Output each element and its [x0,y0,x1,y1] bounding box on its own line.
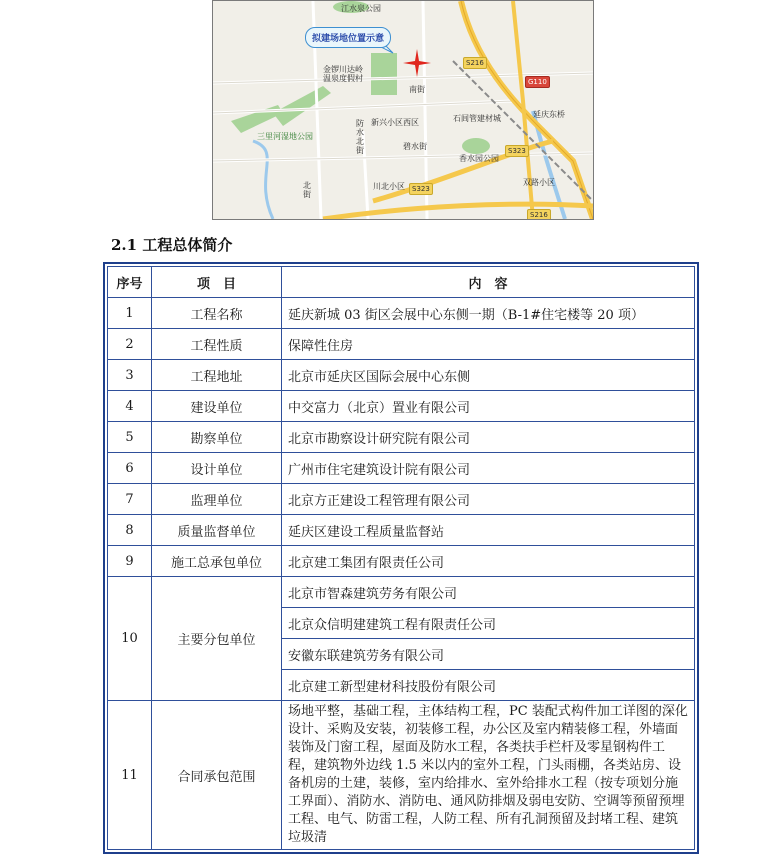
map-callout: 拟建场地位置示意 [305,27,391,48]
table-row [108,422,695,453]
row-content: 中交富力（北京）置业有限公司 [282,391,695,422]
row-content: 北京众信明建建筑工程有限责任公司 [282,608,695,639]
map-label: 金锣川达岭 温泉度假村 [323,65,363,83]
row-item: 工程性质 [152,329,282,360]
table-row [108,701,695,850]
table-row [108,453,695,484]
row-item: 监理单位 [152,484,282,515]
road-shield: S216 [463,57,487,69]
map-label: 双路小区 [523,178,555,187]
row-no: 7 [108,484,152,515]
row-content: 北京方正建设工程管理有限公司 [282,484,695,515]
row-item: 建设单位 [152,391,282,422]
row-content: 安徽东联建筑劳务有限公司 [282,639,695,670]
row-content: 北京市勘察设计研究院有限公司 [282,422,695,453]
map-label: 北 街 [303,181,311,199]
map-label: 香水园公园 [459,154,499,163]
table-row [108,577,695,608]
map-label: 碧水街 [403,142,427,151]
map-label: 川北小区 [373,182,405,191]
section-title: 2.1 工程总体简介 [111,236,233,254]
map-label: 新兴小区西区 [371,118,419,127]
row-no: 4 [108,391,152,422]
map-label: 石闾管建材城 [453,114,501,123]
overview-table [107,266,695,850]
row-content: 北京建工集团有限责任公司 [282,546,695,577]
location-map [212,0,594,220]
table-row [108,298,695,329]
table-header-row [108,267,695,298]
road-shield: S216 [527,209,551,220]
row-content: 北京市智森建筑劳务有限公司 [282,577,695,608]
row-content: 场地平整，基础工程，主体结构工程，PC 装配式构件加工详图的深化设计、采购及安装，初装修工程，办公区及室内精装修工程，外墙面装饰及门窗工程，屋面及防水工程，各类扶手栏杆及零星钢构件工程，建筑物外边线 1.5 米以内的室外工程，门头雨棚，各类站房、设备机房的土建，装修，室内给排水、室外给排水工程（按专项划分施工界面）、消防水、消防电、通风防排烟及弱电安防、空调等预留预埋工程、电气、防雷工程，人防工程、所有孔洞预留及封堵工程、建筑垃圾清 [282,701,695,850]
location-marker-icon [403,49,431,77]
road-shield: S323 [409,183,433,195]
row-no: 11 [108,701,152,850]
map-label: 防 水 北 街 [356,119,364,155]
row-content: 延庆新城 03 街区会展中心东侧一期（B-1#住宅楼等 20 项） [282,298,695,329]
road-shield: S323 [505,145,529,157]
row-content: 北京市延庆区国际会展中心东侧 [282,360,695,391]
map-green-area [273,86,331,126]
header-content: 内 容 [282,267,695,298]
row-content: 广州市住宅建筑设计院有限公司 [282,453,695,484]
row-item: 勘察单位 [152,422,282,453]
row-content: 北京建工新型建材科技股份有限公司 [282,670,695,701]
row-no: 6 [108,453,152,484]
road-shield: G110 [525,76,550,88]
map-green-area [462,138,490,154]
row-item: 工程名称 [152,298,282,329]
row-item: 合同承包范围 [152,701,282,850]
map-major-road [323,204,593,219]
row-item: 质量监督单位 [152,515,282,546]
row-content: 延庆区建设工程质量监督站 [282,515,695,546]
row-no: 5 [108,422,152,453]
row-no: 10 [108,577,152,701]
row-no: 9 [108,546,152,577]
row-item: 工程地址 [152,360,282,391]
row-no: 1 [108,298,152,329]
row-item: 施工总承包单位 [152,546,282,577]
map-label: 延庆东桥 [533,110,565,119]
row-no: 8 [108,515,152,546]
header-no: 序号 [108,267,152,298]
map-river [253,141,273,219]
map-label: 南街 [409,85,425,94]
map-green-area [371,53,397,95]
table-row [108,329,695,360]
table-row [108,360,695,391]
row-content: 保障性住房 [282,329,695,360]
row-no: 3 [108,360,152,391]
header-item: 项 目 [152,267,282,298]
table-row [108,546,695,577]
table-row [108,515,695,546]
row-item: 设计单位 [152,453,282,484]
row-no: 2 [108,329,152,360]
table-row [108,484,695,515]
row-item: 主要分包单位 [152,577,282,701]
map-label: 江水泉公园 [341,4,381,13]
table-row [108,391,695,422]
project-overview-table [103,262,699,854]
map-label: 三里河湿地公园 [257,132,313,141]
